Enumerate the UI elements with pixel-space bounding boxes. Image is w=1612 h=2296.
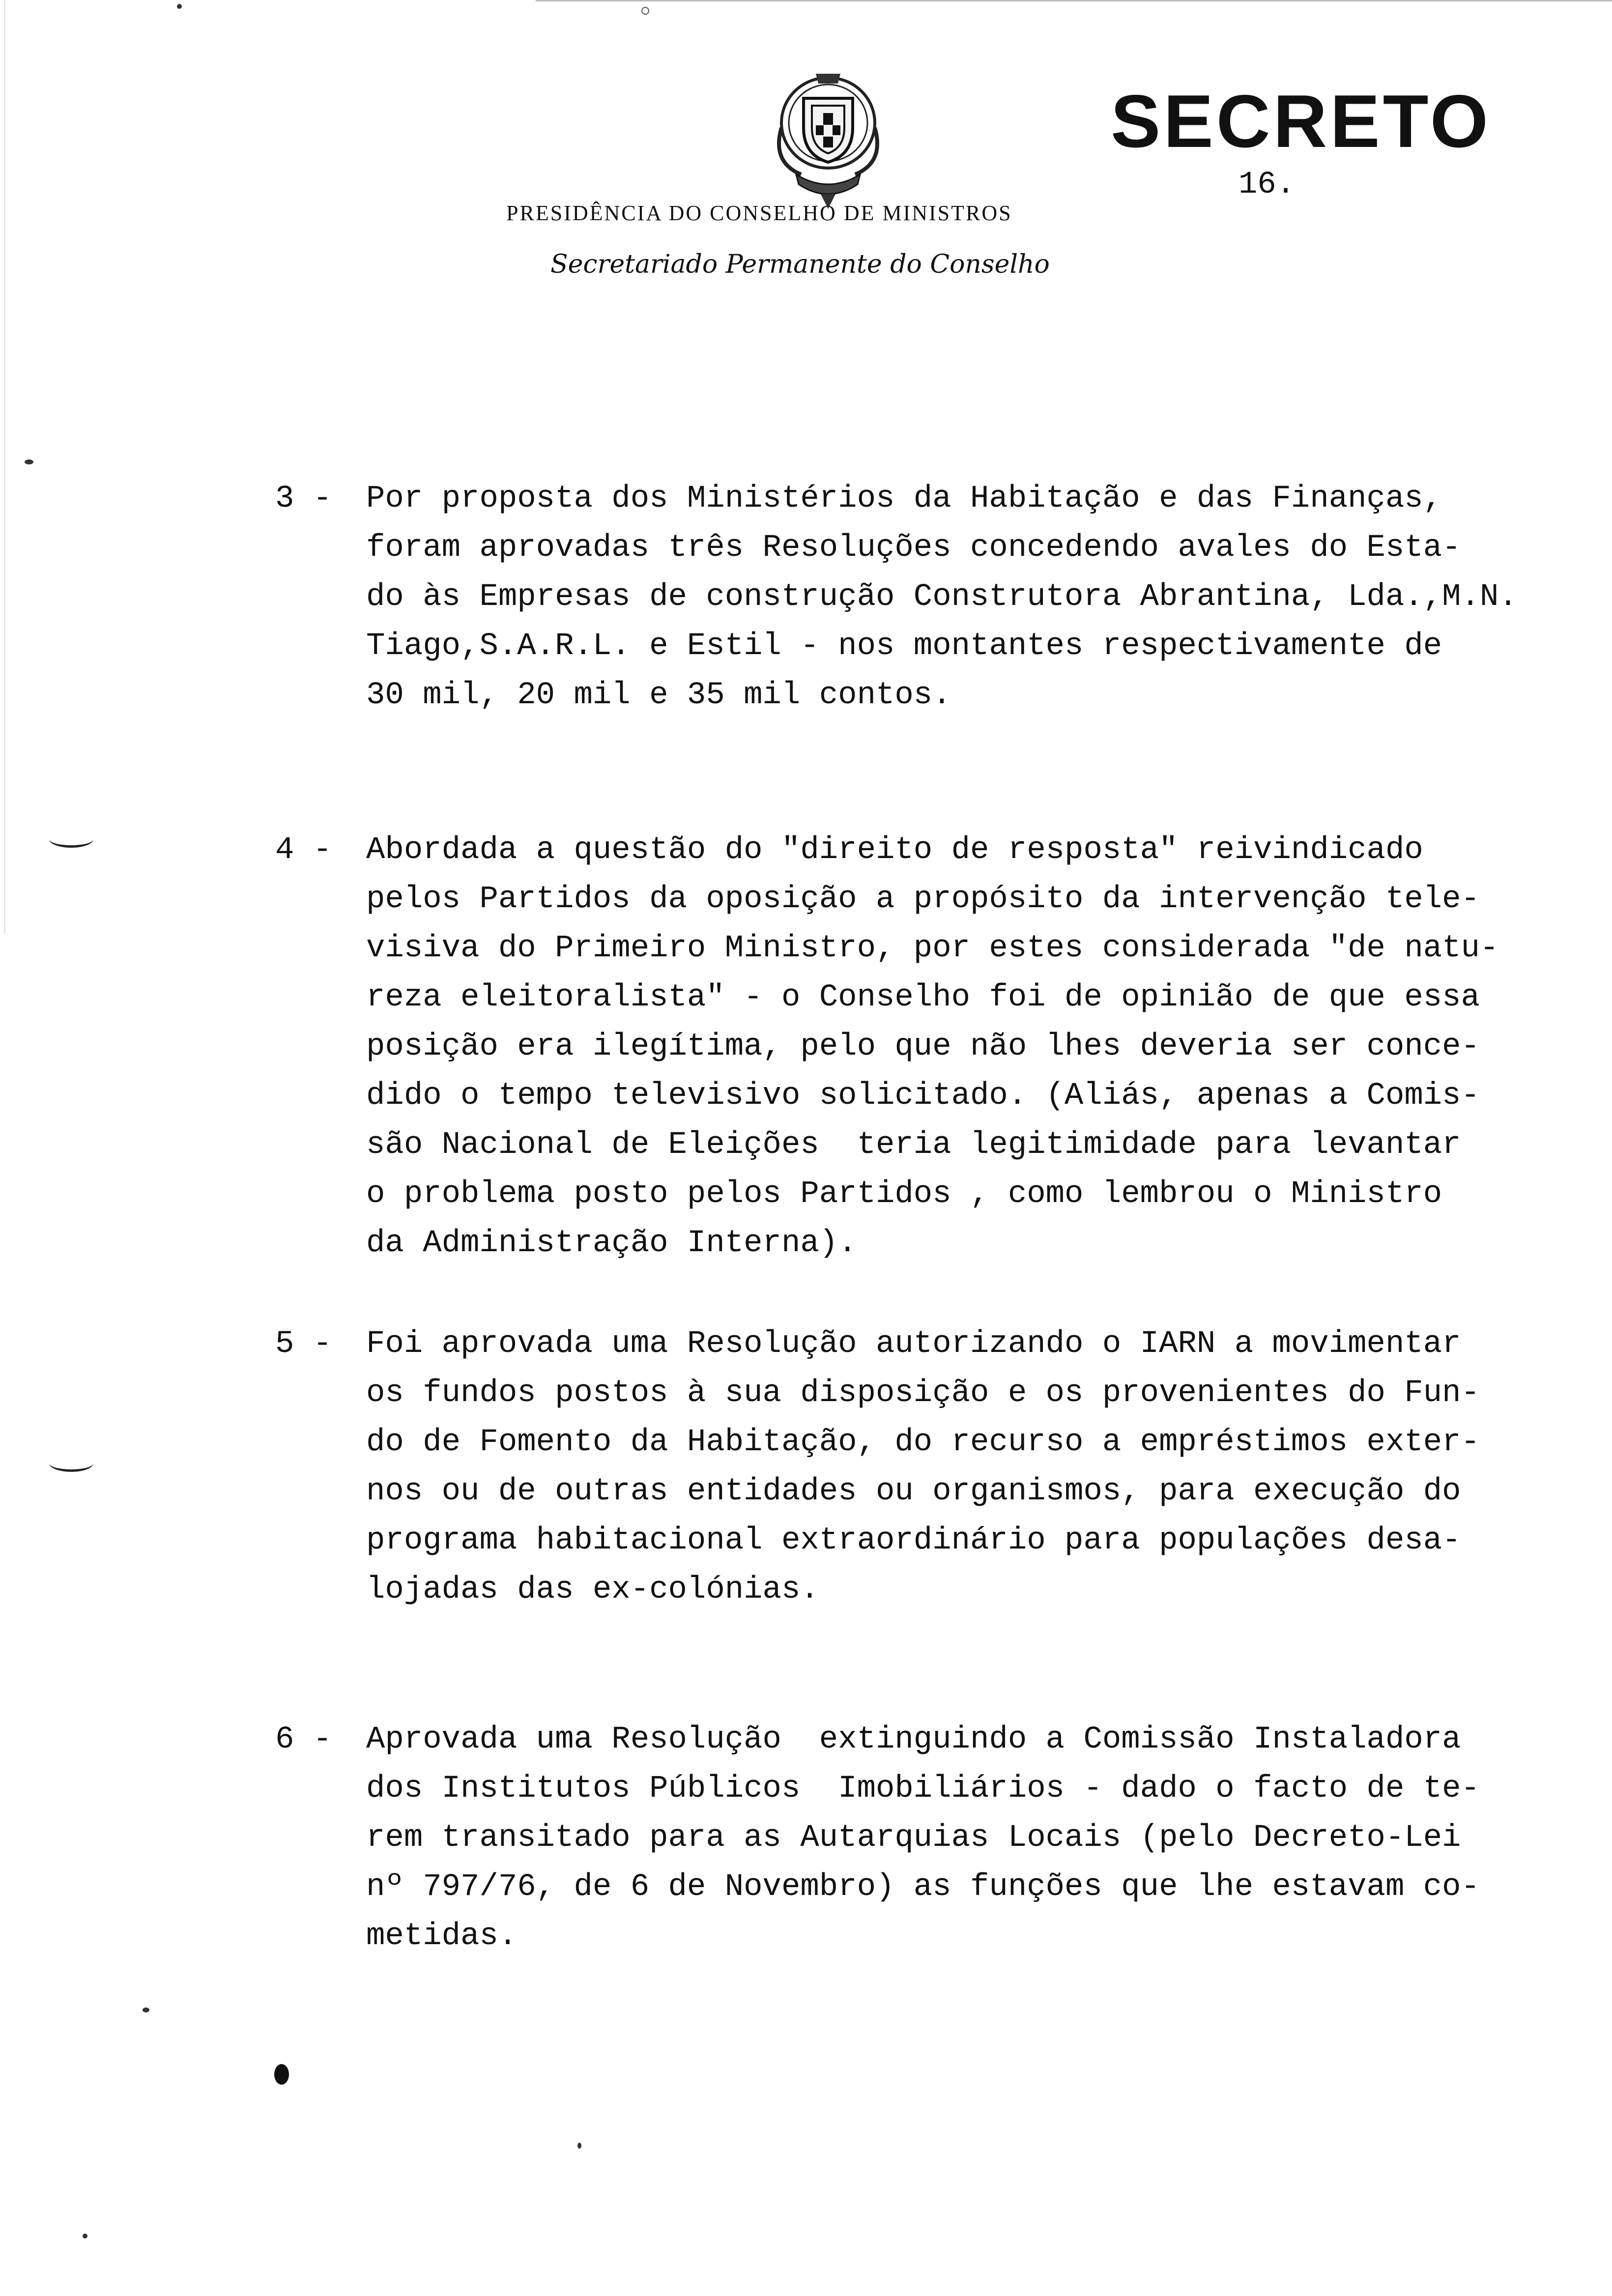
paragraph-line: são Nacional de Eleições teria legitimidade para levantar <box>366 1127 1461 1163</box>
paragraph-line: Por proposta dos Ministérios da Habitação e das Finanças, <box>366 481 1442 517</box>
scan-speck <box>274 2064 289 2085</box>
page-number: 16. <box>1238 167 1295 202</box>
scan-speck <box>83 2234 87 2239</box>
scan-speck <box>25 459 33 464</box>
item-number: 4 - <box>275 832 332 868</box>
item-paragraph <box>366 474 1583 720</box>
paragraph-line: dido o tempo televisivo solicitado. (Aliás, apenas a Comis- <box>366 1078 1480 1114</box>
margin-mark <box>49 831 93 848</box>
scan-speck <box>577 2143 581 2149</box>
paragraph-line: Foi aprovada uma Resolução autorizando o IARN a movimentar <box>366 1326 1461 1362</box>
paragraph-line: reza eleitoralista" - o Conselho foi de opinião de que essa <box>366 980 1480 1015</box>
classification-stamp: SECRETO <box>1111 80 1492 163</box>
department-subheading: Secretariado Permanente do Conselho <box>550 250 1050 279</box>
paragraph-line: do de Fomento da Habitação, do recurso a empréstimos exter- <box>366 1425 1480 1460</box>
scan-speck <box>143 2008 149 2012</box>
institution-heading: PRESIDÊNCIA DO CONSELHO DE MINISTROS <box>506 201 1012 225</box>
paragraph-line: da Administração Interna). <box>366 1226 857 1261</box>
paragraph-line: Abordada a questão do "direito de resposta" reivindicado <box>366 832 1423 868</box>
paragraph-line: programa habitacional extraordinário para populações desa- <box>366 1523 1461 1558</box>
paragraph-line: Aprovada uma Resolução extinguindo a Comissão Instaladora <box>366 1722 1461 1757</box>
paragraph-line: nº 797/76, de 6 de Novembro) as funções que lhe estavam co- <box>366 1869 1480 1905</box>
scan-speck <box>641 7 649 15</box>
paragraph-line: pelos Partidos da oposição a propósito da intervenção tele- <box>366 882 1480 917</box>
paragraph-line: do às Empresas de construção Construtora Abrantina, Lda.,M.N. <box>366 579 1518 615</box>
resolution-item <box>275 826 1583 1268</box>
item-number: 6 - <box>275 1722 332 1757</box>
paragraph-line: Tiago,S.A.R.L. e Estil - nos montantes respectivamente de <box>366 629 1442 664</box>
scan-left-edge <box>4 0 5 934</box>
paragraph-line: lojadas das ex-colónias. <box>366 1572 819 1607</box>
paragraph-line: rem transitado para as Autarquias Locais (pelo Decreto-Lei <box>366 1820 1461 1856</box>
paragraph-line: dos Institutos Públicos Imobiliários - dado o facto de te- <box>366 1771 1480 1807</box>
item-paragraph <box>366 1320 1583 1614</box>
paragraph-line: visiva do Primeiro Ministro, por estes considerada "de natu- <box>366 931 1499 966</box>
item-paragraph <box>366 1715 1583 1961</box>
paragraph-line: 30 mil, 20 mil e 35 mil contos. <box>366 678 951 713</box>
paragraph-line: nos ou de outras entidades ou organismos, para execução do <box>366 1474 1461 1509</box>
scan-top-edge <box>536 0 1612 1</box>
item-number: 5 - <box>275 1326 332 1362</box>
resolution-item <box>275 1715 1583 1961</box>
scan-speck <box>177 4 182 9</box>
paragraph-line: posição era ilegítima, pelo que não lhes deveria ser conce- <box>366 1029 1480 1064</box>
item-number: 3 - <box>275 481 332 517</box>
paragraph-line: metidas. <box>366 1919 518 1954</box>
resolution-item <box>275 1320 1583 1614</box>
item-paragraph <box>366 826 1583 1268</box>
coat-of-arms-emblem <box>767 64 890 211</box>
paragraph-line: foram aprovadas três Resoluções concedendo avales do Esta- <box>366 530 1461 566</box>
margin-mark <box>49 1455 93 1472</box>
resolution-item <box>275 474 1583 720</box>
paragraph-line: os fundos postos à sua disposição e os provenientes do Fun- <box>366 1376 1480 1411</box>
paragraph-line: o problema posto pelos Partidos , como lembrou o Ministro <box>366 1177 1442 1212</box>
